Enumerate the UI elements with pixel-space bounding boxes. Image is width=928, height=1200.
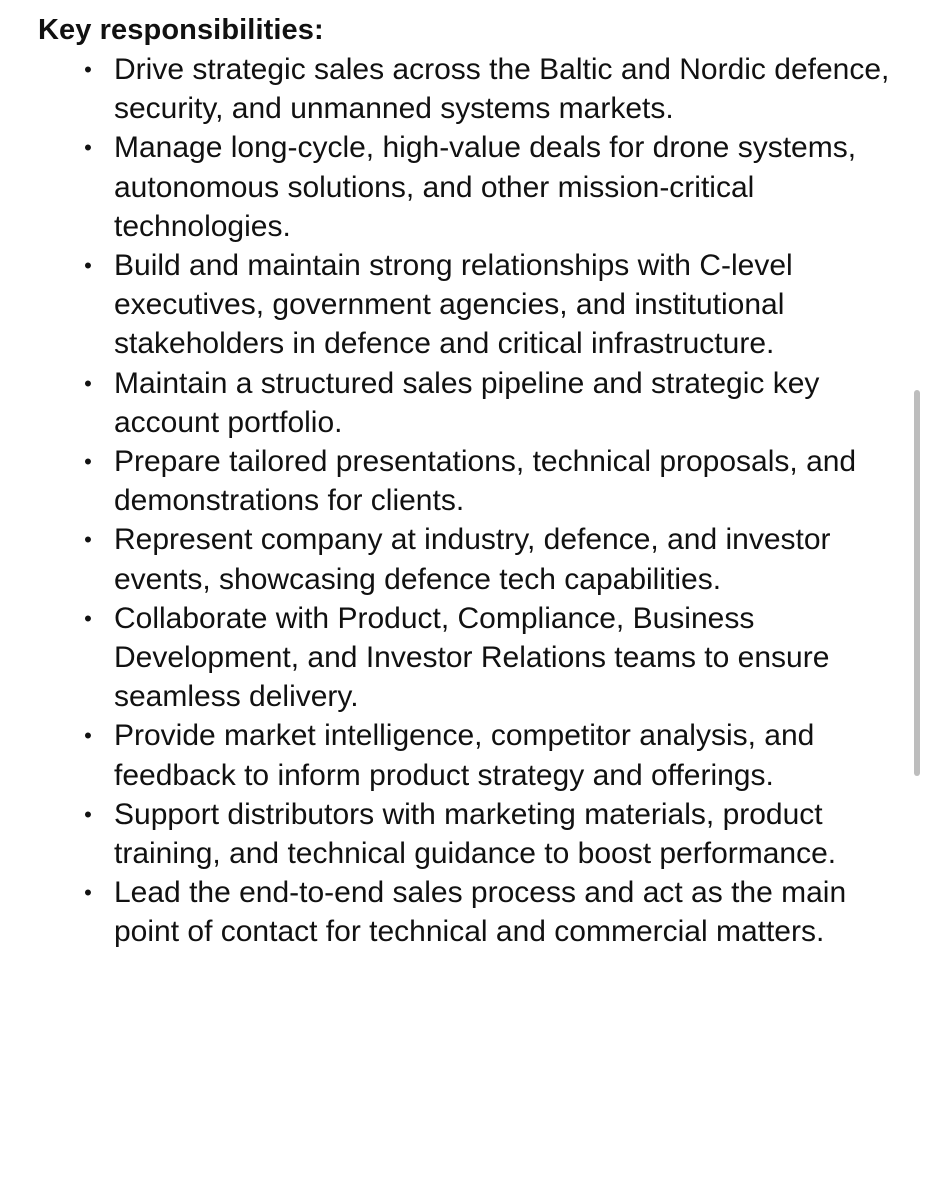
list-item-text: Represent company at industry, defence, and investor events, showcasing defence tech capabilities.: [114, 523, 831, 596]
list-item: [38, 520, 908, 598]
list-item: [38, 795, 908, 873]
bullet-icon: •: [84, 370, 92, 396]
responsibilities-list: [38, 50, 908, 952]
bullet-icon: •: [84, 880, 92, 906]
bullet-icon: •: [84, 801, 92, 827]
section-heading: Key responsibilities:: [38, 14, 324, 46]
bullet-icon: •: [84, 605, 92, 631]
list-item-text: Prepare tailored presentations, technical proposals, and demonstrations for clients.: [114, 445, 857, 518]
list-item-text: Lead the end-to-end sales process and act as the main point of contact for technical and commercial matters.: [114, 876, 847, 949]
list-item-text: Drive strategic sales across the Baltic and Nordic defence, security, and unmanned systems markets.: [114, 53, 890, 126]
list-item: [38, 442, 908, 520]
list-item-text: Maintain a structured sales pipeline and strategic key account portfolio.: [114, 366, 820, 439]
list-item: [38, 128, 908, 246]
list-item-text: Collaborate with Product, Compliance, Business Development, and Investor Relations teams to ensure seamless delivery.: [114, 601, 830, 714]
responsibilities-section: [38, 10, 908, 952]
list-item-text: Provide market intelligence, competitor analysis, and feedback to inform product strategy and offerings.: [114, 719, 815, 792]
list-item: [38, 364, 908, 442]
list-item-text: Manage long-cycle, high-value deals for drone systems, autonomous solutions, and other mission-critical technologies.: [114, 131, 857, 243]
list-item: [38, 716, 908, 794]
list-item: [38, 246, 908, 364]
scrollbar-thumb[interactable]: [914, 390, 920, 776]
bullet-icon: •: [84, 253, 92, 279]
bullet-icon: •: [84, 449, 92, 475]
bullet-icon: •: [84, 527, 92, 553]
list-item: [38, 599, 908, 717]
bullet-icon: •: [84, 57, 92, 82]
list-item-text: Support distributors with marketing materials, product training, and technical guidance to boost performance.: [114, 797, 837, 871]
list-item: [38, 873, 908, 951]
bullet-icon: •: [84, 135, 92, 161]
list-item: [38, 50, 908, 128]
bullet-icon: •: [84, 723, 92, 749]
list-item-text: Build and maintain strong relationships with C-level executives, government agencies, and institutional stakeholders in defence and critical infrastructure.: [114, 249, 793, 361]
